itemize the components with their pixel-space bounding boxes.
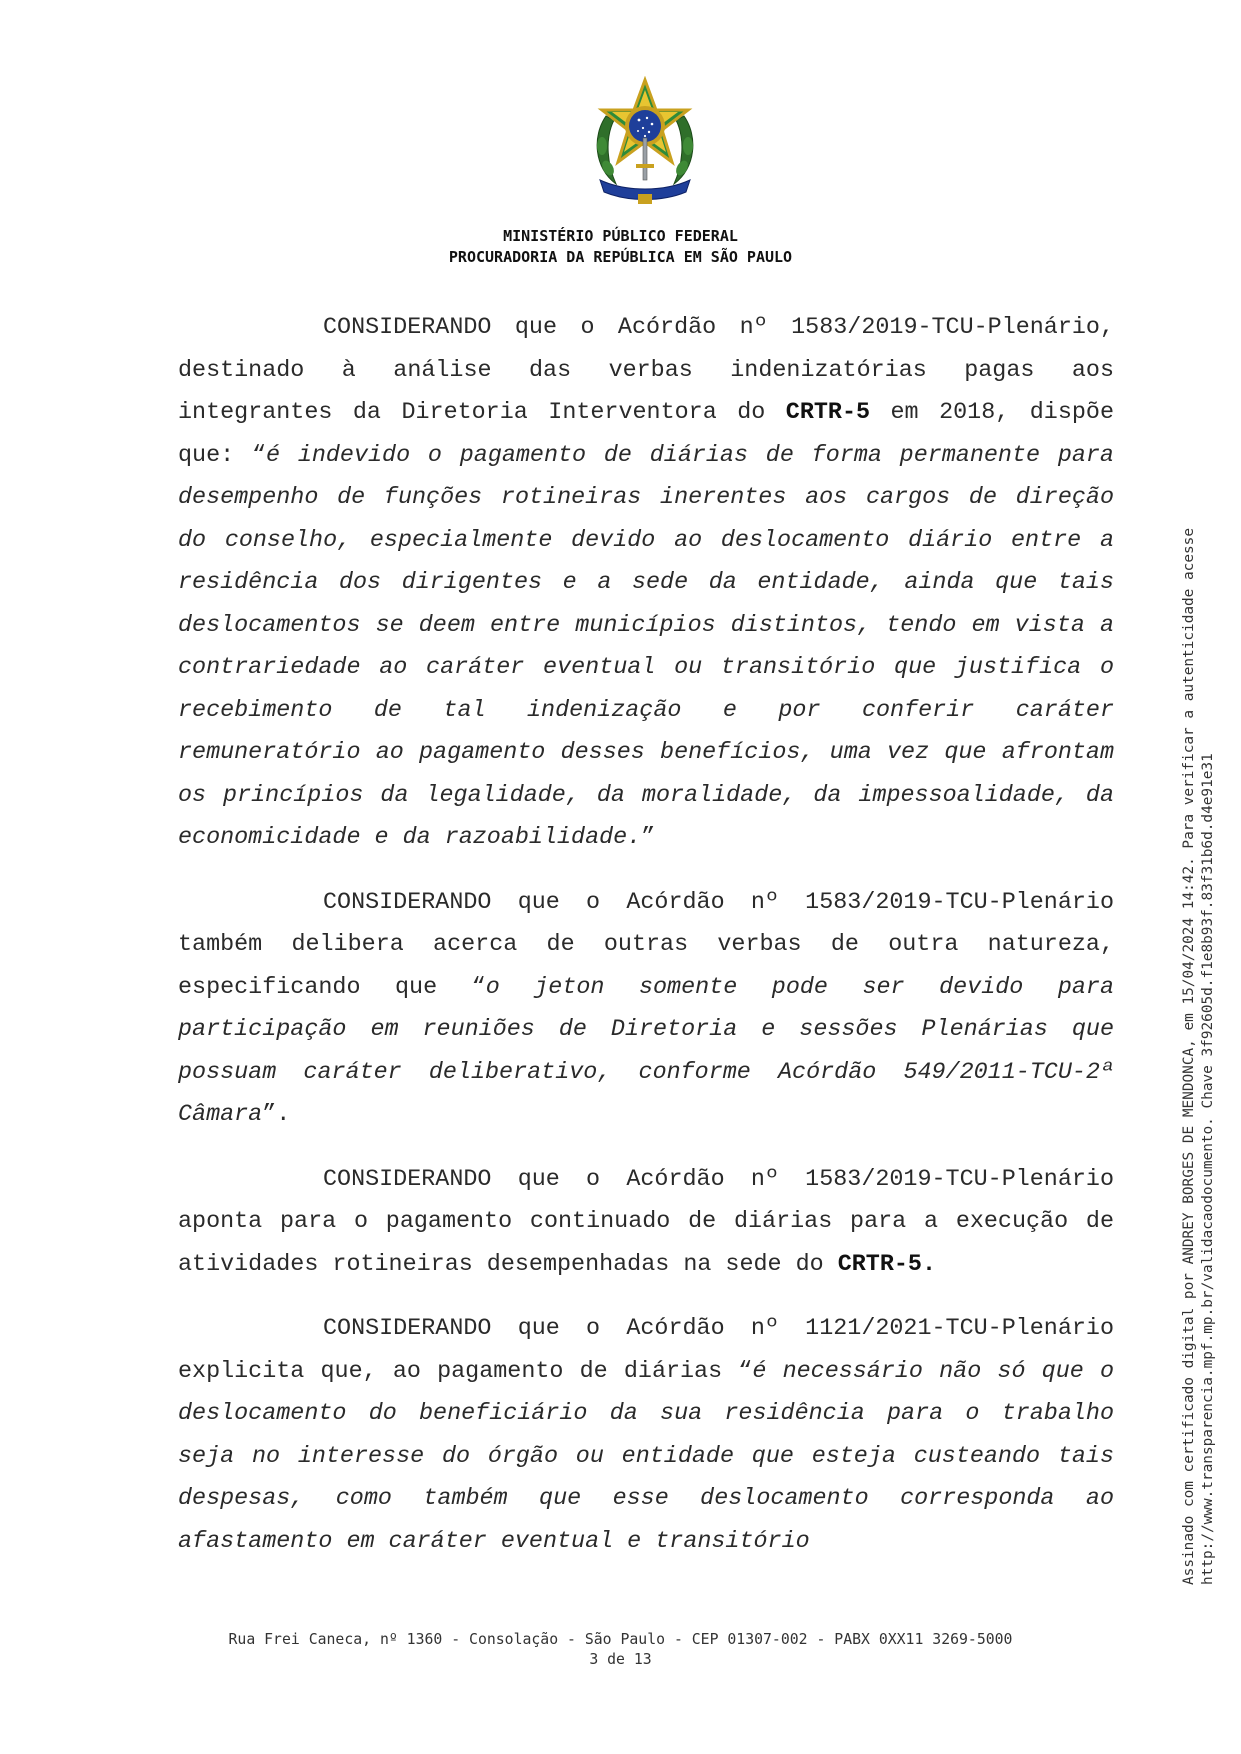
digital-signature-note [1180,345,1218,1585]
paragraph-3-text-a: CONSIDERANDO que o Acórdão nº 1583/2019-TCU-Plenário aponta para o pagamento continuado de diárias para a execução de atividades rotineiras desempenhadas na sede do [178,1166,1114,1278]
paragraph-1-text-b: em 2018, dispõe que: “ [178,400,1114,469]
header-office: PROCURADORIA DA REPÚBLICA EM SÃO PAULO [448,248,793,266]
paragraph-1-quote: é indevido o pagamento de diárias de forma permanente para desempenho de funções rotineiras inerentes aos cargos de direção do conselho, especialmente devido ao deslocamento diário entre a residência dos dirigentes e a sede da entidade, ainda que tais deslocamentos se deem entre municípios distintos, tendo em vista a contrariedade ao caráter eventual ou transitório que justifica o recebimento de tal indenização e por conferir caráter remuneratório ao pagamento desses benefícios, uma vez que afrontam os princípios da legalidade, da moralidade, da impessoalidade, da economicidade e da razoabilidade. [178,442,1114,851]
paragraph-2-text-a: CONSIDERANDO que o Acórdão nº 1583/2019-TCU-Plenário também delibera acerca de outras verbas de outra natureza, especificando que “ [178,889,1114,1001]
paragraph-3 [178,1159,1114,1287]
paragraph-2 [178,882,1114,1137]
paragraph-1 [178,307,1114,860]
brasil-coat-of-arms-seal [586,76,704,208]
paragraph-3-text-b: . [921,1251,937,1278]
paragraph-1-text-a: CONSIDERANDO que o Acórdão nº 1583/2019-TCU-Plenário, destinado à análise das verbas indenizatórias pagas aos integrantes da Diretoria Interventora do [178,315,1114,426]
document-body [178,307,1114,1563]
paragraph-1-text-c: ” [641,825,656,851]
signature-line-2[interactable]: http://www.transparencia.mpf.mp.br/validacaodocumento. Chave 3f92605d.f1e8b93f.83f31b6d.d4e91e31 [1200,753,1216,1585]
paragraph-3-bold-crtr: CRTR-5 [837,1251,922,1278]
header-institution: MINISTÉRIO PÚBLICO FEDERAL [503,227,738,245]
paragraph-4 [178,1308,1114,1563]
signature-line-1: Assinado com certificado digital por ANDREY BORGES DE MENDONCA, em 15/04/2024 14:42. Para verificar a autenticidade acesse [1181,528,1197,1585]
paragraph-2-quote: o jeton somente pode ser devido para participação em reuniões de Diretoria e sessões Plenárias que possuam caráter deliberativo, conforme Acórdão 549/2011-TCU-2ª Câmara [178,974,1114,1128]
paragraph-1-bold-crtr: CRTR-5 [785,400,871,426]
page-number: 3 de 13 [589,1651,652,1668]
paragraph-4-quote: é necessário não só que o deslocamento do beneficiário da sua residência para o trabalho seja no interesse do órgão ou entidade que esteja custeando tais despesas, como também que esse deslocamento corresponda ao afastamento em caráter eventual e transitório [178,1358,1115,1555]
footer-address: Rua Frei Caneca, nº 1360 - Consolação - São Paulo - CEP 01307-002 - PABX 0XX11 3269-5000 [228,1631,1013,1648]
paragraph-2-text-b: ”. [262,1102,291,1128]
paragraph-4-text-a: CONSIDERANDO que o Acórdão nº 1121/2021-TCU-Plenário explicita que, ao pagamento de diárias “ [178,1316,1114,1385]
